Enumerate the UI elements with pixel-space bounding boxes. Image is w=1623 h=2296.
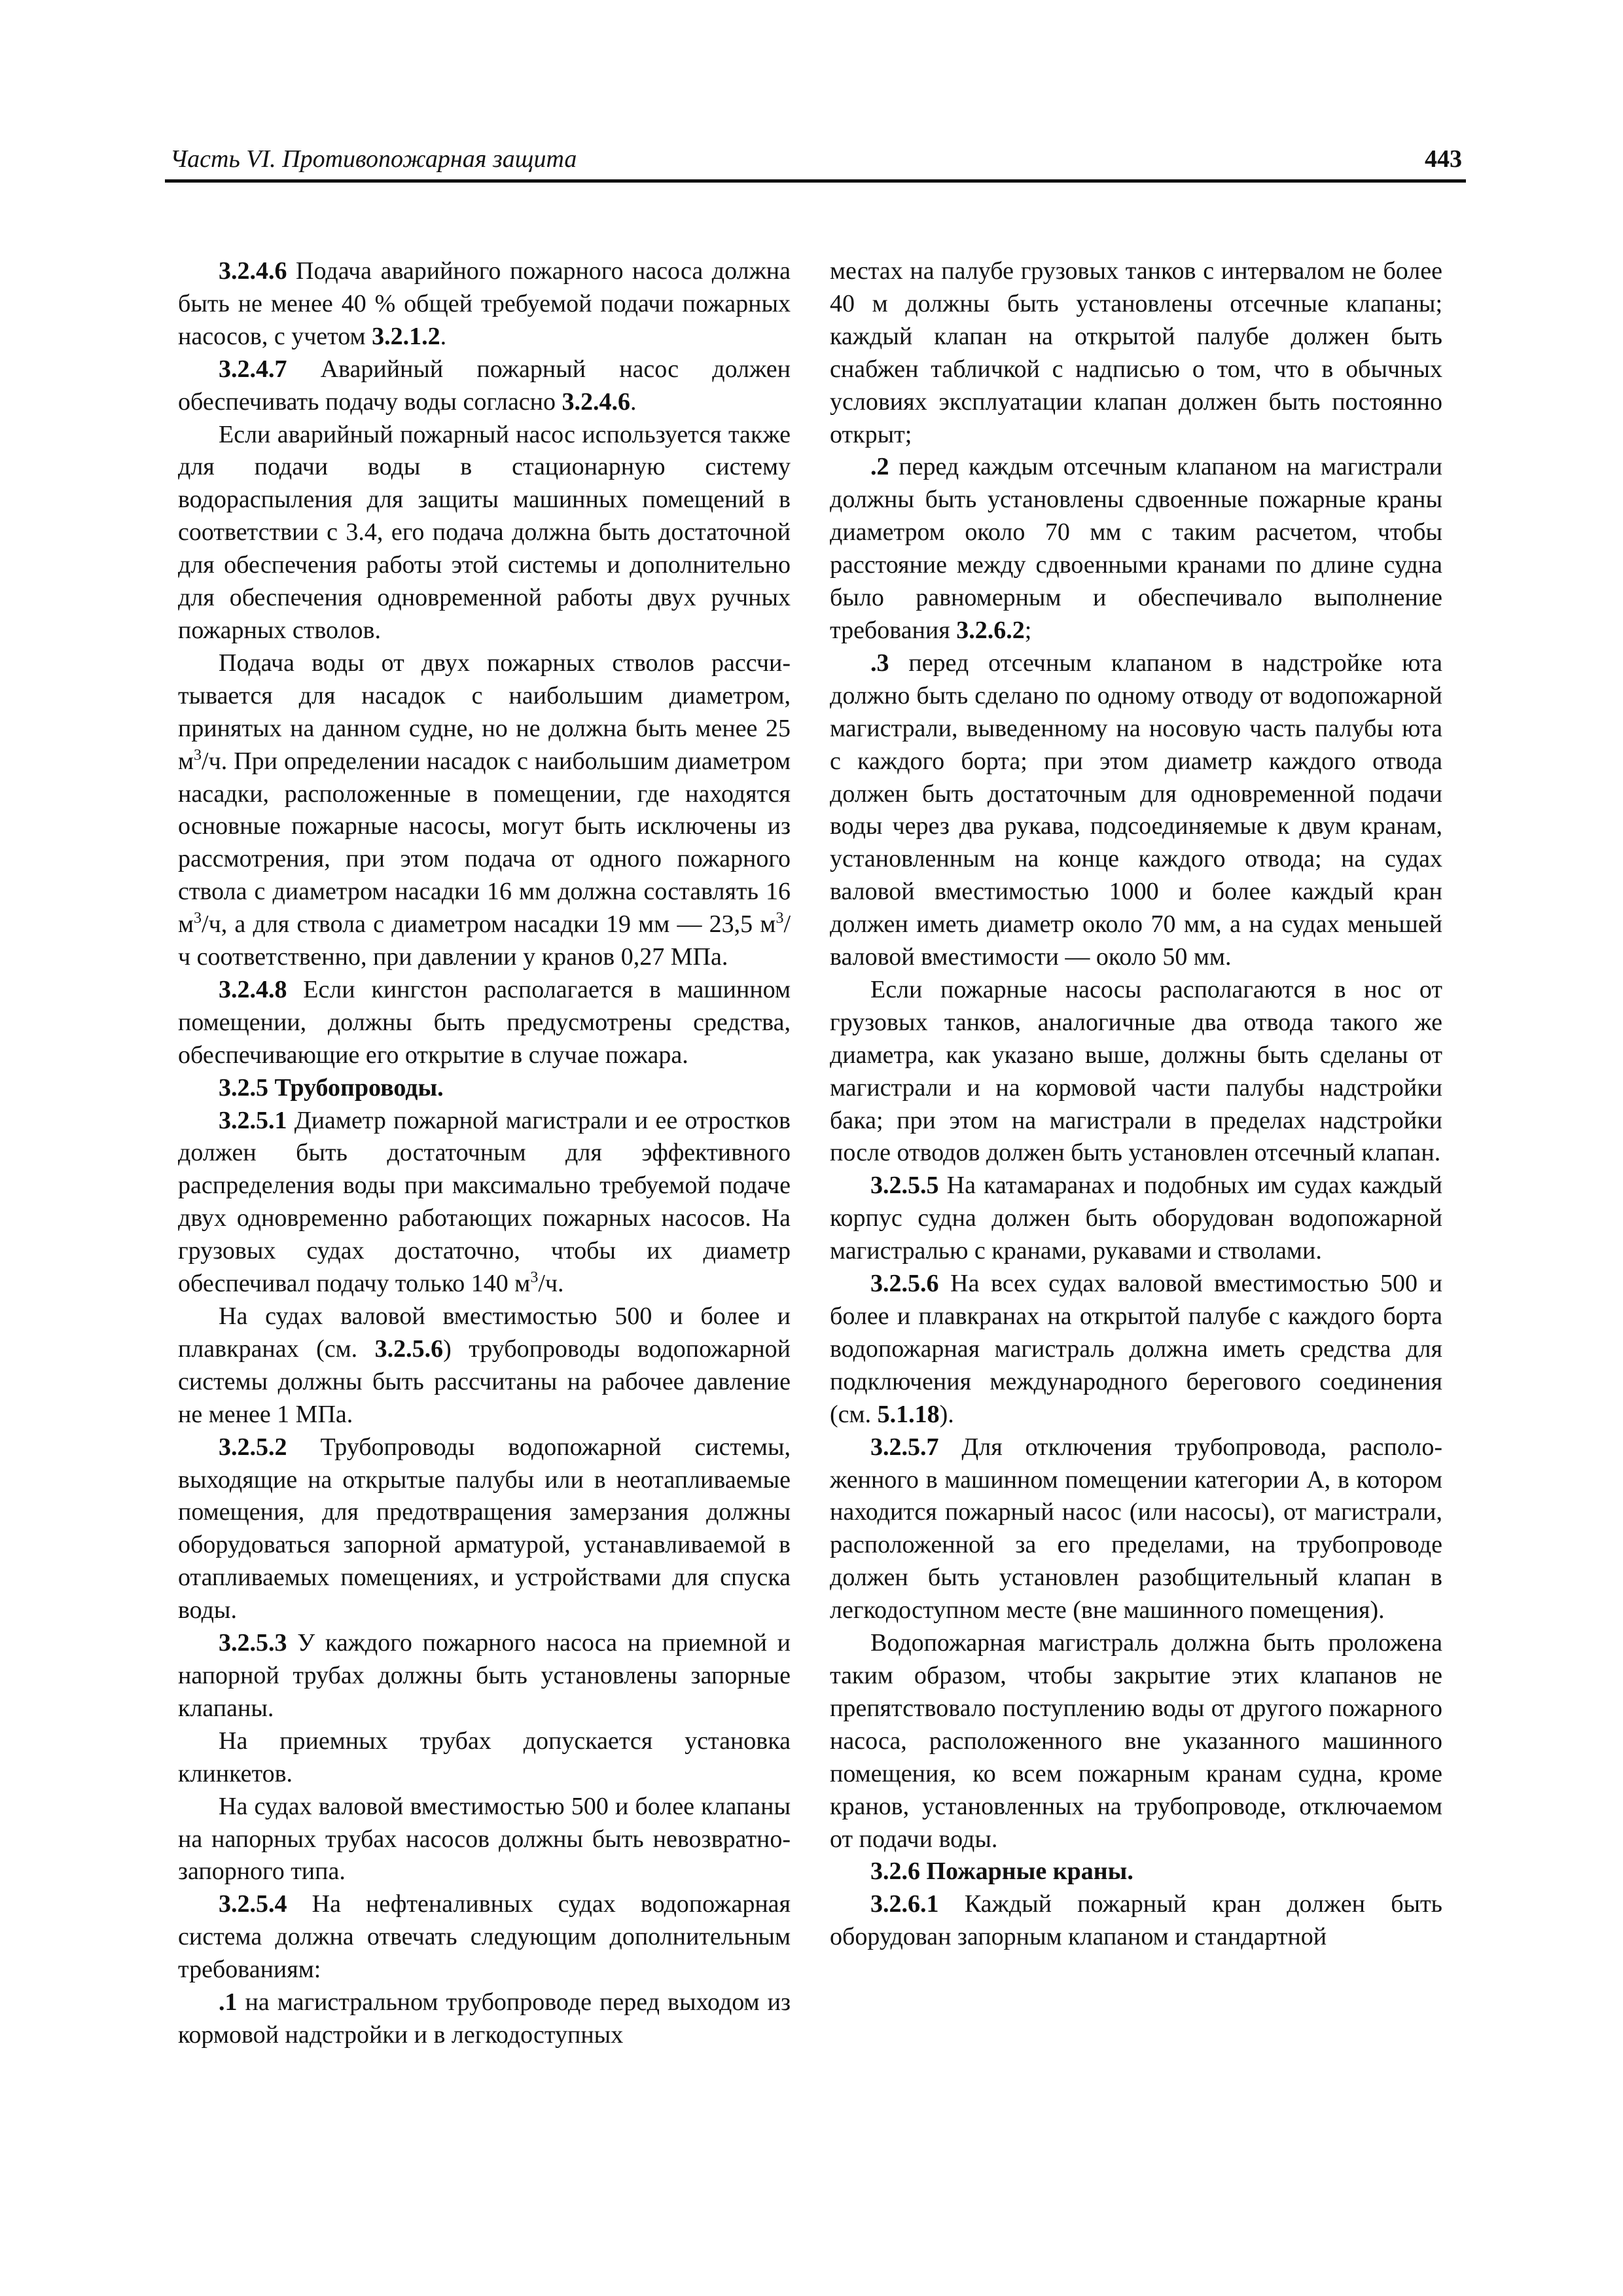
paragraph-3-2-5-1: 3.2.5.1 Диаметр пожарной магистрали и ее отростков должен быть достаточным для эффективного распределения воды при максимально требуемой подаче двух одновременно работающих пожарных насосов. На грузовых судах достаточно, чтобы их диаметр обеспечивал подачу только 140 $м^3/ч$. [178,1106,791,1298]
running-title: Часть VI. Противопожарная защита [170,145,577,173]
running-header [165,141,1466,183]
paragraph-3-2-4-6: 3.2.4.6 Подача аварийного пожарного насоса должна быть не менее 40 % общей требуемой подачи пожарных насосов, с учетом 3.2.1.2. [178,257,791,350]
left-column [178,255,791,2052]
paragraph-forward-pumps: Если пожарные насосы располагаются в нос от грузовых танков, аналогичные два отвода такого же диаметра, как указано выше, должны быть сделаны от магистрали и на кормовой части палубы надстройки бака; при этом на магистрали в пределах надстройки после отводов должен быть установлен отсечный клапан. [830,975,1442,1167]
paragraph-fire-main-routing: Водопожарная магистраль должна быть проложена таким образом, чтобы закрытие этих клапанов не препятствовало поступлению воды от другого пожарного насоса, расположенного вне указанного машинного помещения, ко всем пожарным кранам судна, кроме кранов, установленных на трубопроводе, отключаемом от подачи воды. [830,1629,1442,1853]
paragraph-3-2-5-3: 3.2.5.3 У каждого пожарного насоса на приемной и напорной трубах должны быть установлены запорные клапаны. [178,1629,791,1722]
list-item-1: .1 на магистральном трубопроводе перед выходом из кормовой надстройки и в легкодоступных [178,1988,791,2049]
paragraph-3-2-5-7: 3.2.5.7 Для отключения трубопровода, расположенного в машинном помещении категории A, в котором находится пожарный насос (или насосы), от магистрали, расположенной за его пределами, на трубопроводе должен быть установлен разобщительный клапан в легкодоступном месте (вне машинного помещения). [830,1433,1442,1624]
right-column [830,255,1442,1954]
paragraph-3-2-5-6: 3.2.5.6 На всех судах валовой вместимостью 500 и более и плавкранах на открытой палубе с каждого борта водопожарная магистраль должна иметь средства для подключения международного берегового соединения (см. 5.1.18). [830,1270,1442,1428]
list-item-2: .2 перед каждым отсечным клапаном на магистрали должны быть установлены сдвоенные пожарные краны диаметром около 70 мм с таким расчетом, чтобы расстояние между сдвоенными кранами по длине судна было равномерным и обеспечивало выполнение требования 3.2.6.2; [830,453,1442,644]
paragraph-3-2-6-1: 3.2.6.1 Каждый пожарный кран должен быть оборудован запорным клапаном и стандартной [830,1890,1442,1951]
paragraph-3-2-4-8: 3.2.4.8 Если кингстон располагается в машинном помещении, должны быть предусмотрены средства, обеспечивающие его открытие в случае пожара. [178,975,791,1069]
paragraph-3-2-4-7: 3.2.4.7 Аварийный пожарный насос должен обеспечивать подачу воды согласно 3.2.4.6. [178,355,791,416]
paragraph-emergency-pump-spray: Если аварийный пожарный насос используется также для подачи воды в стационарную систему водораспыления для защиты машинных помещений в соответствии с 3.4, его подача должна быть достаточной для обеспечения работы этой системы и дополнительно для обеспечения одновременной работы двух ручных пожарных стволов. [178,420,791,644]
section-heading-3-2-6: 3.2.6 Пожарные краны. [870,1857,1133,1886]
page-number: 443 [1425,145,1462,173]
paragraph-continued: местах на палубе грузовых танков с интервалом не более 40 м должны быть установлены отсечные клапаны; каждый клапан на открытой палубе должен быть снабжен табличкой с надписью о том, что в обычных условиях эксплуатации клапан должен быть постоянно открыт; [830,257,1442,448]
paragraph-3-2-5-4: 3.2.5.4 На нефтеналивных судах водопожарная система должна отвечать следующим дополнительным требованиям: [178,1890,791,1984]
paragraph-check-valves: На судах валовой вместимостью 500 и более клапаны на напорных трубах насосов должны быть невозвратно-запорного типа. [178,1792,791,1886]
list-item-3: .3 перед отсечным клапаном в надстройке юта должно быть сделано по одному отводу от водопожарной магистрали, выведенному на носовую часть палубы юта с каждого борта; при этом диаметр каждого отвода должен быть достаточным для одновременной подачи воды через два рукава, подсоединяемые к двум кранам, установленным на конце каждого отвода; на судах валовой вместимостью 1000 и более каждый кран должен иметь диаметр около 70 мм, а на судах меньшей валовой вместимости — около 50 мм. [830,649,1442,971]
paragraph-nozzle-supply: Подача воды от двух пожарных стволов рассчитывается для насадок с наибольшим диаметром, принятых на данном судне, но не должна быть менее 25 $м^3/ч$. При определении насадок с наибольшим диаметром насадки, расположенные в помещении, где находятся основные пожарные насосы, могут быть исключены из рассмотрения, при этом подача от одного пожарного ствола с диаметром насадки 16 мм должна составлять 16 $м^3/ч$, а для ствола с диаметром насадки 19 мм — 23,5 $м^3/ч$ соответственно, при давлении у кранов 0,27 МПа. [178,649,791,971]
paragraph-clinkets: На приемных трубах допускается установка клинкетов. [178,1727,791,1787]
paragraph-pressure-1mpa: На судах валовой вместимостью 500 и более и плавкранах (см. 3.2.5.6) трубопроводы водопожарной системы должны быть рассчитаны на рабочее давление не менее 1 МПа. [178,1302,791,1428]
section-heading-3-2-5: 3.2.5 Трубопроводы. [219,1073,444,1102]
paragraph-3-2-5-5: 3.2.5.5 На катамаранах и подобных им судах каждый корпус судна должен быть оборудован водопожарной магистралью с кранами, рукавами и стволами. [830,1172,1442,1265]
paragraph-3-2-5-2: 3.2.5.2 Трубопроводы водопожарной системы, выходящие на открытые палубы или в неотапливаемые помещения, для предотвращения замерзания должны оборудоваться запорной арматурой, устанавливаемой в отапливаемых помещениях, и устройствами для спуска воды. [178,1433,791,1624]
